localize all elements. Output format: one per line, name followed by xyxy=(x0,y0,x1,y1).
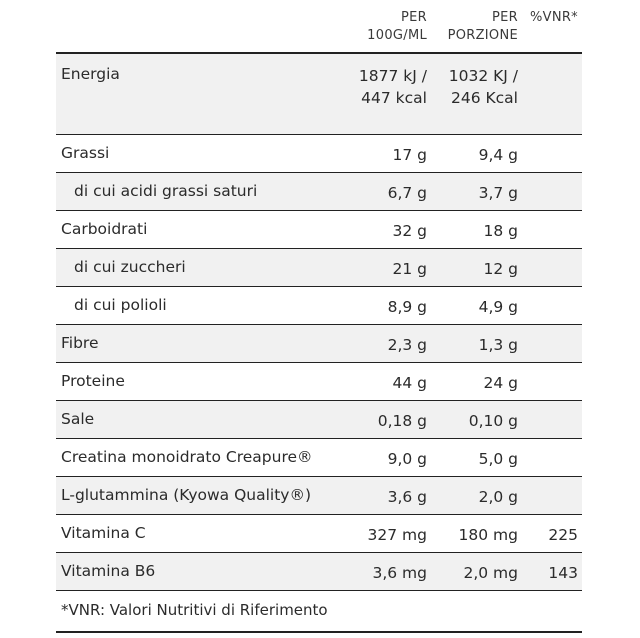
row-name: Vitamina B6 xyxy=(61,562,156,580)
row-per100: 8,9 g xyxy=(387,298,427,316)
header-per-100g xyxy=(367,9,427,45)
row-per-portion: 12 g xyxy=(483,260,518,278)
header-per-100g-line1: PER xyxy=(401,10,427,25)
row-per100: 2,3 g xyxy=(387,336,427,354)
row-vnr: 143 xyxy=(548,564,578,582)
header-per-100g-line2: 100G/ML xyxy=(367,28,427,43)
row-name: Carboidrati xyxy=(61,220,148,238)
row-per100: 3,6 g xyxy=(387,488,427,506)
table-row xyxy=(56,287,582,325)
table-row xyxy=(56,325,582,363)
table-row xyxy=(56,439,582,477)
table-row xyxy=(56,173,582,211)
footnote: *VNR: Valori Nutritivi di Riferimento xyxy=(61,601,328,619)
table-row xyxy=(56,135,582,173)
header-vnr: %VNR* xyxy=(529,10,578,25)
table-row xyxy=(56,401,582,439)
row-name: di cui zuccheri xyxy=(74,258,186,276)
row-per-portion: 3,7 g xyxy=(478,184,518,202)
row-per100: 327 mg xyxy=(367,526,427,544)
row-name: Fibre xyxy=(61,334,99,352)
table-header xyxy=(56,0,582,54)
row-per-portion: 1032 KJ / 246 Kcal xyxy=(448,67,518,107)
row-per-portion: 2,0 mg xyxy=(463,564,518,582)
row-name: Energia xyxy=(61,65,120,83)
row-per-portion: 1,3 g xyxy=(478,336,518,354)
table-row xyxy=(56,249,582,287)
row-per-portion: 5,0 g xyxy=(478,450,518,468)
row-per100: 17 g xyxy=(392,146,427,164)
nutrition-table xyxy=(56,0,582,633)
table-row xyxy=(56,54,582,135)
table-row xyxy=(56,477,582,515)
header-per-portion-line1: PER xyxy=(492,10,518,25)
header-per-portion xyxy=(448,9,518,45)
row-per-portion: 9,4 g xyxy=(478,146,518,164)
table-row xyxy=(56,363,582,401)
row-per100: 0,18 g xyxy=(377,412,427,430)
row-per100: 44 g xyxy=(392,374,427,392)
row-name: Sale xyxy=(61,410,95,428)
row-vnr: 225 xyxy=(548,526,578,544)
row-per100: 21 g xyxy=(392,260,427,278)
row-per100: 32 g xyxy=(392,222,427,240)
row-name: Vitamina C xyxy=(61,524,146,542)
row-per-portion: 24 g xyxy=(483,374,518,392)
table-footnote-row xyxy=(56,591,582,633)
row-name: L-glutammina (Kyowa Quality®) xyxy=(61,486,312,504)
row-per-portion: 0,10 g xyxy=(468,412,518,430)
row-per-portion: 18 g xyxy=(483,222,518,240)
table-row xyxy=(56,515,582,553)
row-name: di cui acidi grassi saturi xyxy=(74,182,258,200)
row-per100: 3,6 mg xyxy=(372,564,427,582)
row-per100: 1877 kJ / 447 kcal xyxy=(358,67,427,107)
row-per-portion: 4,9 g xyxy=(478,298,518,316)
row-per100: 9,0 g xyxy=(387,450,427,468)
row-name: di cui polioli xyxy=(74,296,167,314)
row-per-portion: 2,0 g xyxy=(478,488,518,506)
table-row xyxy=(56,211,582,249)
row-name: Grassi xyxy=(61,144,110,162)
row-name: Creatina monoidrato Creapure® xyxy=(61,448,313,466)
row-per-portion: 180 mg xyxy=(458,526,518,544)
header-per-portion-line2: PORZIONE xyxy=(447,28,518,43)
row-name: Proteine xyxy=(61,372,125,390)
row-per100: 6,7 g xyxy=(387,184,427,202)
table-row xyxy=(56,553,582,591)
